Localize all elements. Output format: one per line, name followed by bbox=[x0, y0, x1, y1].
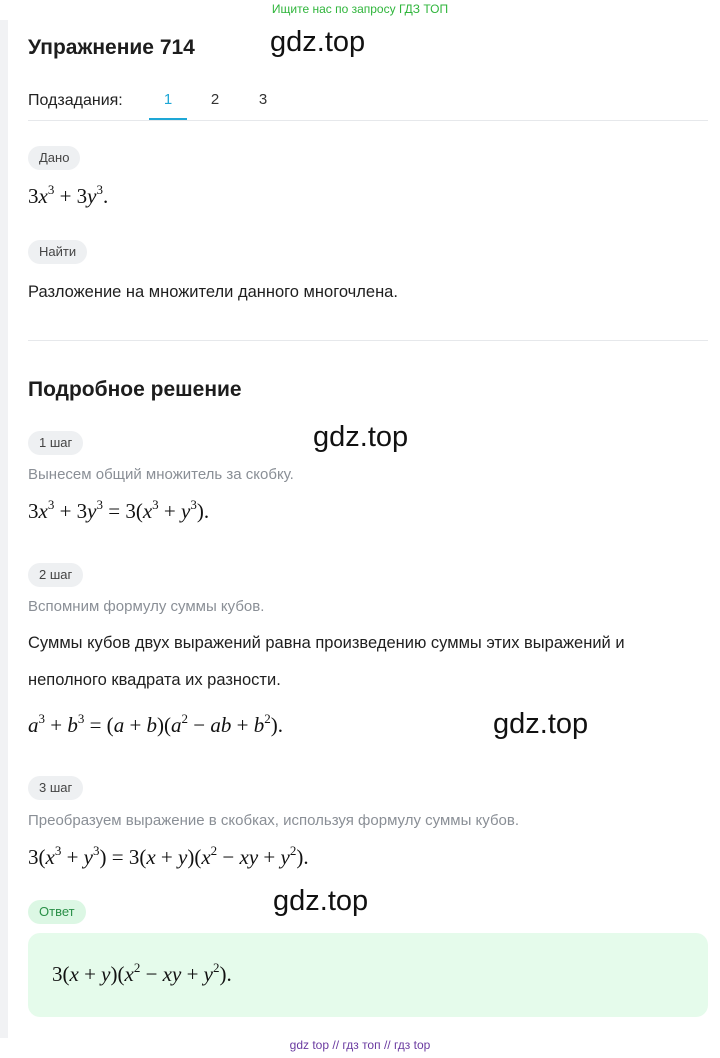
step-3-badge: 3 шаг bbox=[28, 776, 83, 800]
tab-subtask-2[interactable]: 2 bbox=[210, 91, 220, 108]
watermark: gdz.top bbox=[273, 885, 369, 917]
step-1-badge: 1 шаг bbox=[28, 431, 83, 455]
step-1-hint: Вынесем общий множитель за скобку. bbox=[28, 466, 294, 483]
given-expression: $3x^3 + 3y^3$. bbox=[28, 182, 109, 208]
step-1-expression: $3x^3 + 3y^3 = 3(x^3 + y^3)$. bbox=[28, 497, 210, 523]
watermark: gdz.top bbox=[313, 421, 409, 453]
footer-links bbox=[0, 1038, 720, 1052]
subtasks-nav bbox=[28, 90, 708, 121]
step-2-expression: $a^3 + b^3 = (a + b)(a^2$ − ab + $b^2$). bbox=[28, 711, 283, 737]
footer-link-2[interactable]: гдз топ bbox=[342, 1038, 381, 1052]
footer-link-3[interactable]: гдз top bbox=[393, 1038, 431, 1052]
footer-link-1[interactable]: gdz top bbox=[289, 1038, 330, 1052]
find-text: Разложение на множители данного многочлена. bbox=[28, 283, 398, 301]
watermark: gdz.top bbox=[493, 708, 589, 740]
search-banner[interactable]: Ищите нас по запросу ГДЗ ТОП bbox=[271, 2, 449, 16]
subtasks-label: Подзадания: bbox=[28, 92, 123, 109]
solution-title: Подробное решение bbox=[28, 378, 242, 401]
find-badge: Найти bbox=[28, 240, 87, 264]
footer-separator: // bbox=[383, 1038, 391, 1052]
left-border-strip bbox=[0, 20, 8, 1038]
step-3-expression: $3(x^3 + y^3) = 3(x + y)(x^2$ − xy + $y^2$). bbox=[28, 843, 309, 869]
step-2-text-line-1: Суммы кубов двух выражений равна произведению суммы этих выражений и bbox=[28, 634, 625, 652]
step-2-hint: Вспомним формулу суммы кубов. bbox=[28, 598, 265, 615]
section-divider bbox=[28, 340, 708, 341]
answer-box bbox=[28, 933, 708, 1017]
answer-badge: Ответ bbox=[28, 900, 86, 924]
page-title: Упражнение 714 bbox=[28, 36, 195, 59]
tab-subtask-1[interactable]: 1 bbox=[149, 90, 187, 120]
given-badge: Дано bbox=[28, 146, 80, 170]
footer-separator: // bbox=[332, 1038, 340, 1052]
watermark: gdz.top bbox=[270, 26, 366, 58]
answer-expression: $3(x + y)(x^2$ − xy + $y^2$). bbox=[52, 960, 232, 986]
step-3-hint: Преобразуем выражение в скобках, используя формулу суммы кубов. bbox=[28, 812, 520, 829]
step-2-badge: 2 шаг bbox=[28, 563, 83, 587]
tab-subtask-3[interactable]: 3 bbox=[258, 91, 268, 108]
step-2-text-line-2: неполного квадрата их разности. bbox=[28, 671, 281, 689]
